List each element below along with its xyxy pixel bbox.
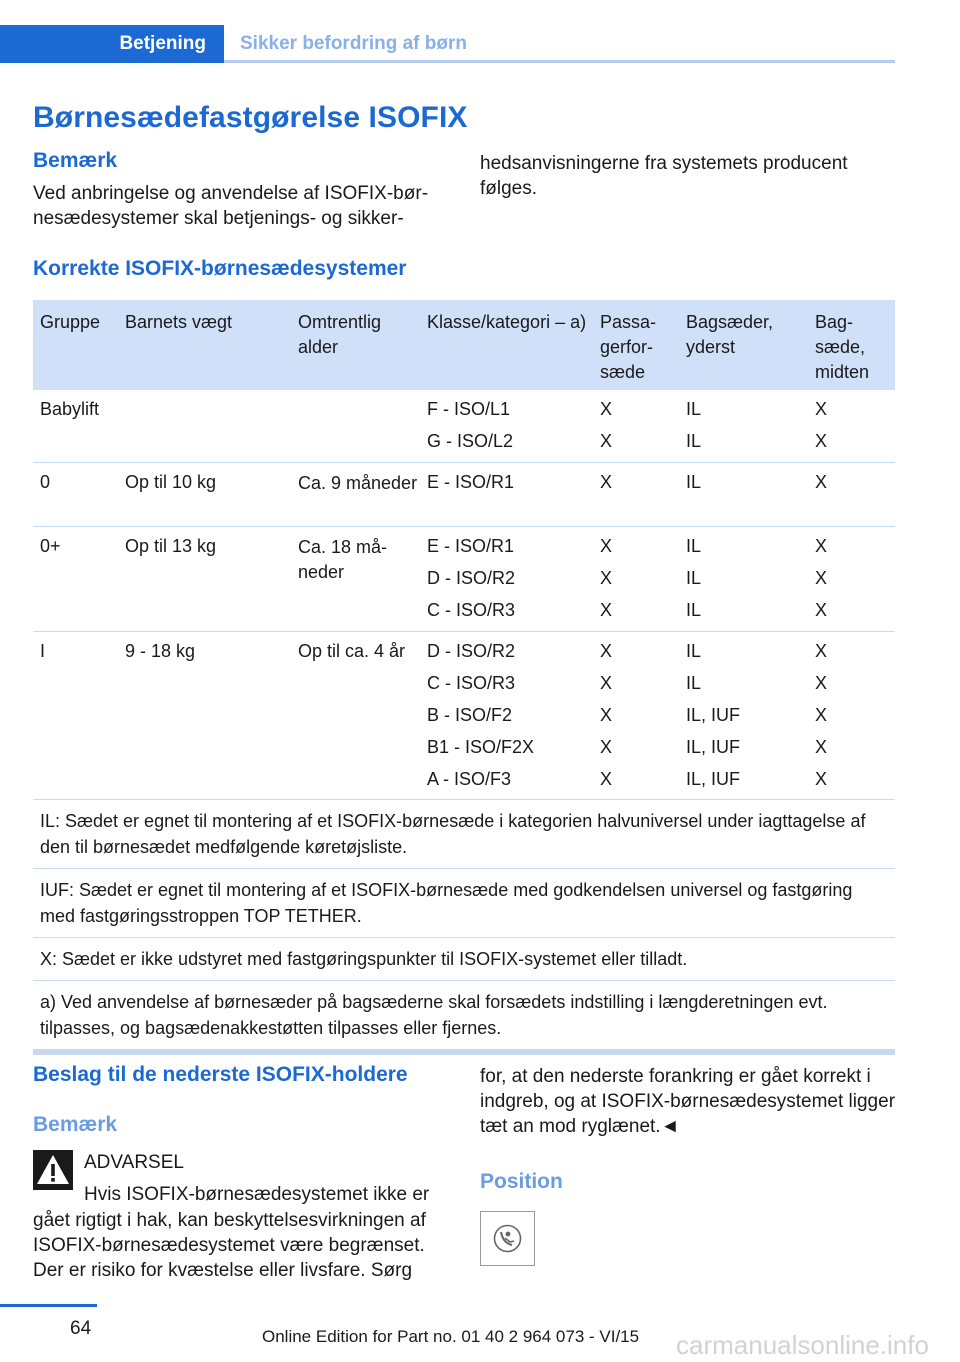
cell-group: I: [40, 641, 46, 661]
cell-rear-middle: X: [815, 600, 828, 620]
cell-class: C - ISO/R3: [427, 600, 516, 620]
cell-front: X: [600, 472, 613, 492]
cell-weight: Op til 10 kg: [125, 472, 217, 492]
cell-front: X: [600, 705, 613, 725]
cell-group: 0: [40, 472, 51, 492]
col-header-weight: Barnets vægt: [125, 312, 233, 332]
cell-class: E - ISO/R1: [427, 472, 515, 492]
child-seat-icon: [481, 1212, 534, 1265]
table-row: [33, 527, 895, 632]
cell-front: X: [600, 568, 613, 588]
watermark: carmanualsonline.info: [676, 1330, 929, 1360]
table-row: [33, 390, 895, 463]
cell-rear-outer: IL: [686, 472, 702, 492]
cell-rear-middle: X: [815, 472, 828, 492]
note-heading: Bemærk: [33, 1113, 118, 1136]
cell-class: D - ISO/R2: [427, 568, 516, 588]
cell-front: X: [600, 431, 613, 451]
footer-rule: [0, 1304, 97, 1307]
cell-class: D - ISO/R2: [427, 641, 516, 661]
table-row: [33, 632, 895, 800]
cell-group: Babylift: [40, 399, 100, 419]
table-end-rule: [33, 1050, 895, 1055]
cell-class: A - ISO/F3: [427, 769, 512, 789]
col-header-front: Passagerforsæde: [600, 312, 657, 382]
cell-rear-middle: X: [815, 673, 828, 693]
cell-rear-outer: IL: [686, 536, 702, 556]
col-header-class: Klasse/kategori – a): [427, 312, 587, 332]
cell-front: X: [600, 399, 613, 419]
table-header-row: [33, 300, 895, 390]
cell-front: X: [600, 737, 613, 757]
cell-rear-middle: X: [815, 568, 828, 588]
note-text-left: Ved anbringelse og anvendelse af ISOFIX-børnesædesystemer skal betjenings- og sikker-: [33, 183, 429, 229]
cell-rear-middle: X: [815, 536, 828, 556]
cell-weight: 9 - 18 kg: [125, 641, 196, 661]
col-header-rear-outer: Bagsæder, yderst: [686, 312, 774, 357]
cell-age: Op til ca. 4 år: [298, 641, 406, 661]
chapter-header: [0, 25, 895, 63]
cell-class: G - ISO/L2: [427, 431, 514, 451]
cell-group: 0+: [40, 536, 61, 556]
table-note: X: Sædet er ikke udstyret med fastgøringspunkter til ISOFIX-systemet eller tilladt.: [33, 938, 895, 981]
section-heading: Beslag til de nederste ISOFIX-holdere: [33, 1063, 408, 1086]
position-heading: Position: [480, 1170, 563, 1193]
cell-class: E - ISO/R1: [427, 536, 515, 556]
cell-rear-outer: IL: [686, 641, 702, 661]
section-tab[interactable]: Sikker befordring af børn: [240, 33, 467, 54]
page-title: Børnesædefastgørelse ISOFIX: [33, 101, 468, 134]
cell-class: F - ISO/L1: [427, 399, 511, 419]
warning-icon: [33, 1150, 73, 1190]
col-header-rear-middle: Bagsæde, midten: [815, 312, 870, 382]
table-note: IL: Sædet er egnet til montering af et ISOFIX-børnesæde i kategorien halvuniversel under iagttagelse af den til børnesædet medfølgende køretøjsliste.: [33, 800, 895, 869]
col-header-group: Gruppe: [40, 312, 101, 332]
cell-rear-middle: X: [815, 641, 828, 661]
col-header-age: Omtrentlig alder: [298, 312, 382, 357]
cell-rear-outer: IL: [686, 600, 702, 620]
cell-front: X: [600, 641, 613, 661]
section-text-right: for, at den nederste forankring er gået korrekt i indgreb, og at ISOFIX-børnesædesystemet ligger tæt an mod ryglænet.◄: [480, 1066, 896, 1137]
cell-rear-outer: IL: [686, 399, 702, 419]
cell-age: Ca. 18 måneder: [298, 537, 388, 582]
cell-front: X: [600, 600, 613, 620]
warning-text-first: Hvis ISOFIX-børnesædesystemet ikke er: [84, 1184, 430, 1205]
header-rule: [224, 60, 895, 63]
warning-title: ADVARSEL: [84, 1152, 184, 1173]
cell-weight: Op til 13 kg: [125, 536, 217, 556]
cell-rear-outer: IL, IUF: [686, 737, 741, 757]
cell-class: B - ISO/F2: [427, 705, 513, 725]
cell-rear-outer: IL, IUF: [686, 705, 741, 725]
cell-rear-middle: X: [815, 769, 828, 789]
chapter-tab[interactable]: Betjening: [0, 25, 224, 63]
cell-front: X: [600, 769, 613, 789]
cell-rear-middle: X: [815, 737, 828, 757]
cell-front: X: [600, 673, 613, 693]
cell-age: Ca. 9 måneder: [298, 473, 418, 493]
cell-class: B1 - ISO/F2X: [427, 737, 535, 757]
cell-rear-outer: IL, IUF: [686, 769, 741, 789]
table-row: [33, 463, 895, 527]
cell-rear-outer: IL: [686, 673, 702, 693]
cell-rear-outer: IL: [686, 568, 702, 588]
position-image: [480, 1211, 535, 1266]
cell-rear-outer: IL: [686, 431, 702, 451]
cell-front: X: [600, 536, 613, 556]
warning-text: gået rigtigt i hak, kan beskyttelsesvirkningen af ISOFIX-børnesædesystemet være begrænset. Der er risiko for kvæstelse eller livsfare. Sørg: [33, 1210, 426, 1281]
table-note: a) Ved anvendelse af børnesæder på bagsæderne skal forsædets indstilling i længderetningen evt. tilpasses, og bagsædenakkestøtten tilpasses eller fjernes.: [33, 981, 895, 1050]
cell-rear-middle: X: [815, 431, 828, 451]
edition-text: Online Edition for Part no. 01 40 2 964 073 - VI/15: [262, 1327, 640, 1346]
table-heading: Korrekte ISOFIX-børnesædesystemer: [33, 257, 407, 280]
cell-rear-middle: X: [815, 399, 828, 419]
note-text-right: hedsanvisningerne fra systemets producent følges.: [480, 153, 848, 199]
isofix-table: [33, 300, 895, 1055]
note-heading: Bemærk: [33, 149, 118, 172]
table-note: IUF: Sædet er egnet til montering af et ISOFIX-børnesæde med godkendelsen universel og fastgøring med fastgøringsstroppen TOP TETHER.: [33, 869, 895, 938]
cell-rear-middle: X: [815, 705, 828, 725]
page-number: 64: [70, 1318, 92, 1339]
cell-class: C - ISO/R3: [427, 673, 516, 693]
